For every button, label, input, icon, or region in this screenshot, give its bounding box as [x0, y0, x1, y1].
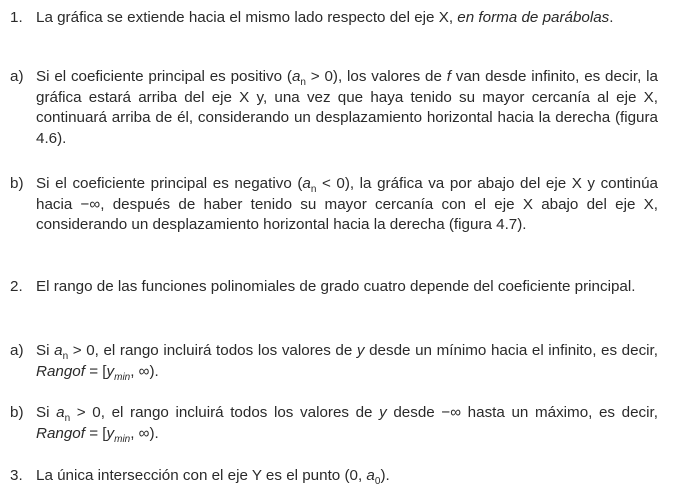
paragraph: Si $a_n > 0$, el rango incluirá todos los valores de y desde un mínimo hacia el infinito, es decir, Rangof = [$y_{min}$, ∞). — [36, 342, 658, 383]
paragraph: Si $a_n > 0$, el rango incluirá todos los valores de y desde −∞ hasta un máximo, es decir, Rangof = [$y_{min}$, ∞). — [36, 404, 658, 445]
paragraph: Si el coeficiente principal es positivo $(a_n > 0)$, los valores de f van desde infinito, es decir, la gráfica estará arriba del eje X y, una vez que haya tenido su mayor cercanía al eje X, continuará arriba de él, considerando un desplazamiento horizontal hacia la derecha (figura 4.6). — [36, 68, 658, 147]
list-marker: b) — [10, 175, 24, 192]
paragraph: El rango de las funciones polinomiales de grado cuatro depende del coeficiente principal. — [36, 278, 636, 295]
list-item-1a — [10, 67, 658, 149]
list-item-2b — [10, 403, 658, 444]
list-marker: a) — [10, 342, 24, 359]
paragraph: Si el coeficiente principal es negativo $(a_n < 0)$, la gráfica va por abajo del eje X y continúa hacia −∞, después de haber tenido su mayor cercanía con el eje X abajo del eje X, considerando un desplazamiento horizontal hacia la derecha (figura 4.7). — [36, 175, 658, 233]
list-marker: b) — [10, 404, 24, 421]
list-item-3 — [10, 466, 658, 487]
list-marker: 3. — [10, 467, 23, 484]
list-item-1 — [10, 8, 658, 29]
list-item-2 — [10, 277, 658, 298]
list-item-2a — [10, 341, 658, 382]
list-marker: 2. — [10, 278, 23, 295]
paragraph: La única intersección con el eje Y es el punto (0, $a_0$). — [36, 467, 390, 487]
list-item-1b — [10, 174, 658, 236]
list-marker: a) — [10, 68, 24, 85]
list-marker: 1. — [10, 9, 23, 26]
paragraph: La gráfica se extiende hacia el mismo lado respecto del eje X, en forma de parábolas. — [36, 9, 614, 26]
